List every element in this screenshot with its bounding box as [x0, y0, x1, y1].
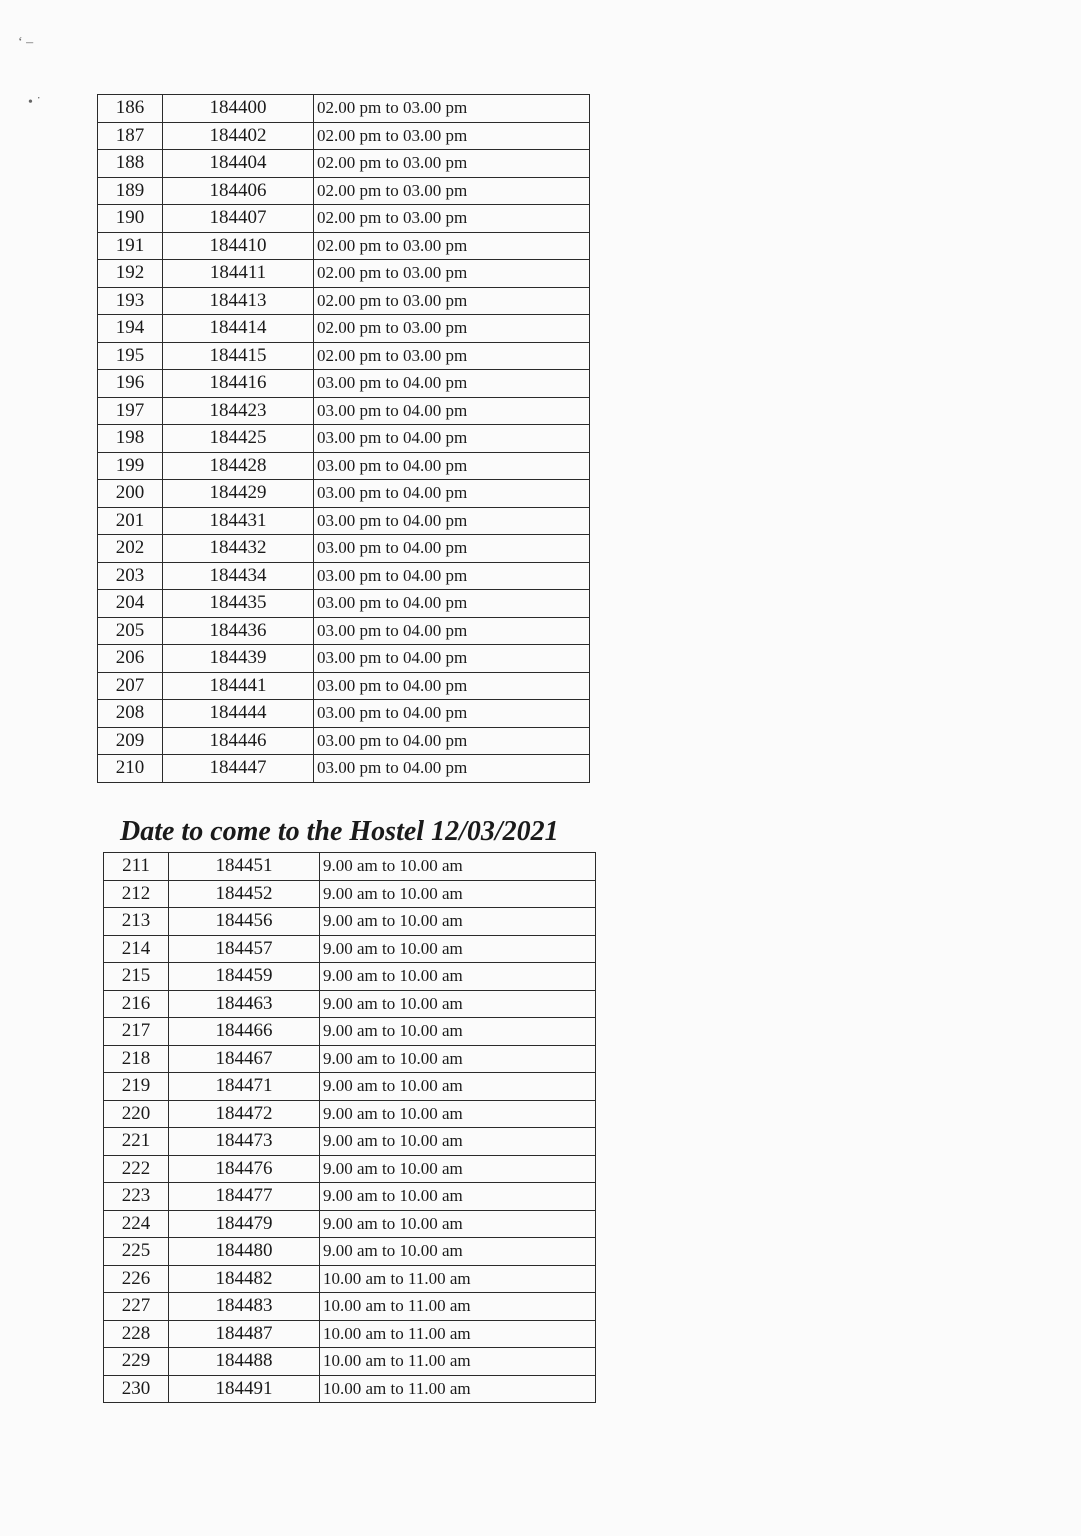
serial-number-cell: 207 — [98, 672, 163, 700]
time-slot-cell: 03.00 pm to 04.00 pm — [314, 397, 590, 425]
table-row — [98, 562, 590, 590]
student-id-cell: 184406 — [163, 177, 314, 205]
time-slot-cell: 9.00 am to 10.00 am — [320, 1018, 596, 1046]
time-slot-cell: 9.00 am to 10.00 am — [320, 908, 596, 936]
table-row — [98, 617, 590, 645]
table-row — [98, 287, 590, 315]
table-row — [104, 1265, 596, 1293]
time-slot-cell: 9.00 am to 10.00 am — [320, 1155, 596, 1183]
time-slot-cell: 03.00 pm to 04.00 pm — [314, 645, 590, 673]
student-id-cell: 184463 — [169, 990, 320, 1018]
schedule-table-2 — [103, 852, 596, 1403]
time-slot-cell: 02.00 pm to 03.00 pm — [314, 205, 590, 233]
time-slot-cell: 02.00 pm to 03.00 pm — [314, 150, 590, 178]
time-slot-cell: 9.00 am to 10.00 am — [320, 1100, 596, 1128]
table-row — [98, 727, 590, 755]
time-slot-cell: 10.00 am to 11.00 am — [320, 1320, 596, 1348]
table-row — [104, 935, 596, 963]
student-id-cell: 184435 — [163, 590, 314, 618]
serial-number-cell: 203 — [98, 562, 163, 590]
schedule-table-1 — [97, 94, 590, 783]
serial-number-cell: 217 — [104, 1018, 169, 1046]
table-row — [104, 1018, 596, 1046]
time-slot-cell: 9.00 am to 10.00 am — [320, 853, 596, 881]
time-slot-cell: 02.00 pm to 03.00 pm — [314, 177, 590, 205]
serial-number-cell: 190 — [98, 205, 163, 233]
table-row — [104, 1128, 596, 1156]
student-id-cell: 184400 — [163, 95, 314, 123]
student-id-cell: 184479 — [169, 1210, 320, 1238]
serial-number-cell: 229 — [104, 1348, 169, 1376]
serial-number-cell: 223 — [104, 1183, 169, 1211]
student-id-cell: 184466 — [169, 1018, 320, 1046]
time-slot-cell: 9.00 am to 10.00 am — [320, 990, 596, 1018]
table-row — [104, 1238, 596, 1266]
serial-number-cell: 188 — [98, 150, 163, 178]
table-row — [98, 260, 590, 288]
table-row — [98, 150, 590, 178]
section-heading: Date to come to the Hostel 12/03/2021 — [120, 816, 559, 847]
serial-number-cell: 209 — [98, 727, 163, 755]
serial-number-cell: 227 — [104, 1293, 169, 1321]
time-slot-cell: 9.00 am to 10.00 am — [320, 1238, 596, 1266]
table-row — [104, 1045, 596, 1073]
serial-number-cell: 219 — [104, 1073, 169, 1101]
time-slot-cell: 9.00 am to 10.00 am — [320, 1183, 596, 1211]
serial-number-cell: 186 — [98, 95, 163, 123]
student-id-cell: 184425 — [163, 425, 314, 453]
table-row — [98, 205, 590, 233]
table-row — [104, 1210, 596, 1238]
table-row — [98, 755, 590, 783]
table-row — [104, 853, 596, 881]
student-id-cell: 184446 — [163, 727, 314, 755]
student-id-cell: 184415 — [163, 342, 314, 370]
table-row — [98, 645, 590, 673]
student-id-cell: 184407 — [163, 205, 314, 233]
table-row — [98, 342, 590, 370]
serial-number-cell: 196 — [98, 370, 163, 398]
serial-number-cell: 213 — [104, 908, 169, 936]
time-slot-cell: 03.00 pm to 04.00 pm — [314, 425, 590, 453]
time-slot-cell: 02.00 pm to 03.00 pm — [314, 342, 590, 370]
table-row — [104, 1073, 596, 1101]
serial-number-cell: 202 — [98, 535, 163, 563]
table-row — [98, 590, 590, 618]
serial-number-cell: 193 — [98, 287, 163, 315]
student-id-cell: 184488 — [169, 1348, 320, 1376]
serial-number-cell: 201 — [98, 507, 163, 535]
student-id-cell: 184459 — [169, 963, 320, 991]
student-id-cell: 184476 — [169, 1155, 320, 1183]
student-id-cell: 184477 — [169, 1183, 320, 1211]
student-id-cell: 184402 — [163, 122, 314, 150]
student-id-cell: 184410 — [163, 232, 314, 260]
student-id-cell: 184447 — [163, 755, 314, 783]
student-id-cell: 184411 — [163, 260, 314, 288]
table-row — [104, 1348, 596, 1376]
time-slot-cell: 03.00 pm to 04.00 pm — [314, 507, 590, 535]
serial-number-cell: 230 — [104, 1375, 169, 1403]
serial-number-cell: 192 — [98, 260, 163, 288]
serial-number-cell: 208 — [98, 700, 163, 728]
table-row — [98, 315, 590, 343]
table-row — [98, 425, 590, 453]
student-id-cell: 184413 — [163, 287, 314, 315]
serial-number-cell: 200 — [98, 480, 163, 508]
student-id-cell: 184434 — [163, 562, 314, 590]
serial-number-cell: 194 — [98, 315, 163, 343]
time-slot-cell: 9.00 am to 10.00 am — [320, 1128, 596, 1156]
table-row — [104, 1293, 596, 1321]
table-row — [104, 908, 596, 936]
student-id-cell: 184483 — [169, 1293, 320, 1321]
serial-number-cell: 226 — [104, 1265, 169, 1293]
serial-number-cell: 191 — [98, 232, 163, 260]
serial-number-cell: 211 — [104, 853, 169, 881]
student-id-cell: 184444 — [163, 700, 314, 728]
time-slot-cell: 10.00 am to 11.00 am — [320, 1348, 596, 1376]
student-id-cell: 184467 — [169, 1045, 320, 1073]
table-row — [98, 700, 590, 728]
time-slot-cell: 03.00 pm to 04.00 pm — [314, 590, 590, 618]
table-row — [98, 507, 590, 535]
time-slot-cell: 02.00 pm to 03.00 pm — [314, 122, 590, 150]
time-slot-cell: 9.00 am to 10.00 am — [320, 1073, 596, 1101]
table-row — [98, 480, 590, 508]
serial-number-cell: 205 — [98, 617, 163, 645]
student-id-cell: 184456 — [169, 908, 320, 936]
time-slot-cell: 9.00 am to 10.00 am — [320, 1210, 596, 1238]
table-row — [104, 1100, 596, 1128]
table-row — [98, 95, 590, 123]
student-id-cell: 184428 — [163, 452, 314, 480]
student-id-cell: 184471 — [169, 1073, 320, 1101]
serial-number-cell: 220 — [104, 1100, 169, 1128]
serial-number-cell: 212 — [104, 880, 169, 908]
student-id-cell: 184472 — [169, 1100, 320, 1128]
student-id-cell: 184487 — [169, 1320, 320, 1348]
table-row — [104, 990, 596, 1018]
time-slot-cell: 03.00 pm to 04.00 pm — [314, 480, 590, 508]
serial-number-cell: 225 — [104, 1238, 169, 1266]
serial-number-cell: 195 — [98, 342, 163, 370]
time-slot-cell: 10.00 am to 11.00 am — [320, 1265, 596, 1293]
serial-number-cell: 218 — [104, 1045, 169, 1073]
serial-number-cell: 228 — [104, 1320, 169, 1348]
table-row — [98, 452, 590, 480]
student-id-cell: 184432 — [163, 535, 314, 563]
serial-number-cell: 224 — [104, 1210, 169, 1238]
time-slot-cell: 03.00 pm to 04.00 pm — [314, 452, 590, 480]
time-slot-cell: 9.00 am to 10.00 am — [320, 935, 596, 963]
table-row — [104, 1183, 596, 1211]
time-slot-cell: 02.00 pm to 03.00 pm — [314, 260, 590, 288]
serial-number-cell: 216 — [104, 990, 169, 1018]
serial-number-cell: 214 — [104, 935, 169, 963]
student-id-cell: 184480 — [169, 1238, 320, 1266]
serial-number-cell: 189 — [98, 177, 163, 205]
student-id-cell: 184452 — [169, 880, 320, 908]
time-slot-cell: 02.00 pm to 03.00 pm — [314, 95, 590, 123]
table-row — [98, 397, 590, 425]
table-row — [104, 1320, 596, 1348]
student-id-cell: 184439 — [163, 645, 314, 673]
student-id-cell: 184416 — [163, 370, 314, 398]
time-slot-cell: 03.00 pm to 04.00 pm — [314, 562, 590, 590]
table-row — [98, 535, 590, 563]
time-slot-cell: 9.00 am to 10.00 am — [320, 963, 596, 991]
serial-number-cell: 215 — [104, 963, 169, 991]
student-id-cell: 184429 — [163, 480, 314, 508]
serial-number-cell: 206 — [98, 645, 163, 673]
student-id-cell: 184451 — [169, 853, 320, 881]
table-row — [104, 880, 596, 908]
scan-speck: ‘ – — [18, 35, 34, 50]
serial-number-cell: 198 — [98, 425, 163, 453]
student-id-cell: 184473 — [169, 1128, 320, 1156]
time-slot-cell: 03.00 pm to 04.00 pm — [314, 727, 590, 755]
table-row — [104, 1375, 596, 1403]
student-id-cell: 184404 — [163, 150, 314, 178]
student-id-cell: 184423 — [163, 397, 314, 425]
student-id-cell: 184491 — [169, 1375, 320, 1403]
student-id-cell: 184414 — [163, 315, 314, 343]
student-id-cell: 184482 — [169, 1265, 320, 1293]
table-row — [98, 370, 590, 398]
time-slot-cell: 9.00 am to 10.00 am — [320, 1045, 596, 1073]
table-row — [104, 963, 596, 991]
table-row — [98, 177, 590, 205]
serial-number-cell: 199 — [98, 452, 163, 480]
time-slot-cell: 02.00 pm to 03.00 pm — [314, 287, 590, 315]
time-slot-cell: 10.00 am to 11.00 am — [320, 1293, 596, 1321]
serial-number-cell: 197 — [98, 397, 163, 425]
serial-number-cell: 204 — [98, 590, 163, 618]
time-slot-cell: 9.00 am to 10.00 am — [320, 880, 596, 908]
student-id-cell: 184441 — [163, 672, 314, 700]
student-id-cell: 184431 — [163, 507, 314, 535]
time-slot-cell: 10.00 am to 11.00 am — [320, 1375, 596, 1403]
table-row — [98, 672, 590, 700]
serial-number-cell: 221 — [104, 1128, 169, 1156]
scan-speck: • ˙ — [28, 95, 42, 110]
table-row — [98, 122, 590, 150]
table-row — [104, 1155, 596, 1183]
student-id-cell: 184457 — [169, 935, 320, 963]
time-slot-cell: 03.00 pm to 04.00 pm — [314, 535, 590, 563]
time-slot-cell: 03.00 pm to 04.00 pm — [314, 617, 590, 645]
serial-number-cell: 187 — [98, 122, 163, 150]
serial-number-cell: 222 — [104, 1155, 169, 1183]
time-slot-cell: 03.00 pm to 04.00 pm — [314, 672, 590, 700]
time-slot-cell: 02.00 pm to 03.00 pm — [314, 232, 590, 260]
student-id-cell: 184436 — [163, 617, 314, 645]
time-slot-cell: 03.00 pm to 04.00 pm — [314, 755, 590, 783]
time-slot-cell: 03.00 pm to 04.00 pm — [314, 370, 590, 398]
time-slot-cell: 03.00 pm to 04.00 pm — [314, 700, 590, 728]
time-slot-cell: 02.00 pm to 03.00 pm — [314, 315, 590, 343]
serial-number-cell: 210 — [98, 755, 163, 783]
table-row — [98, 232, 590, 260]
